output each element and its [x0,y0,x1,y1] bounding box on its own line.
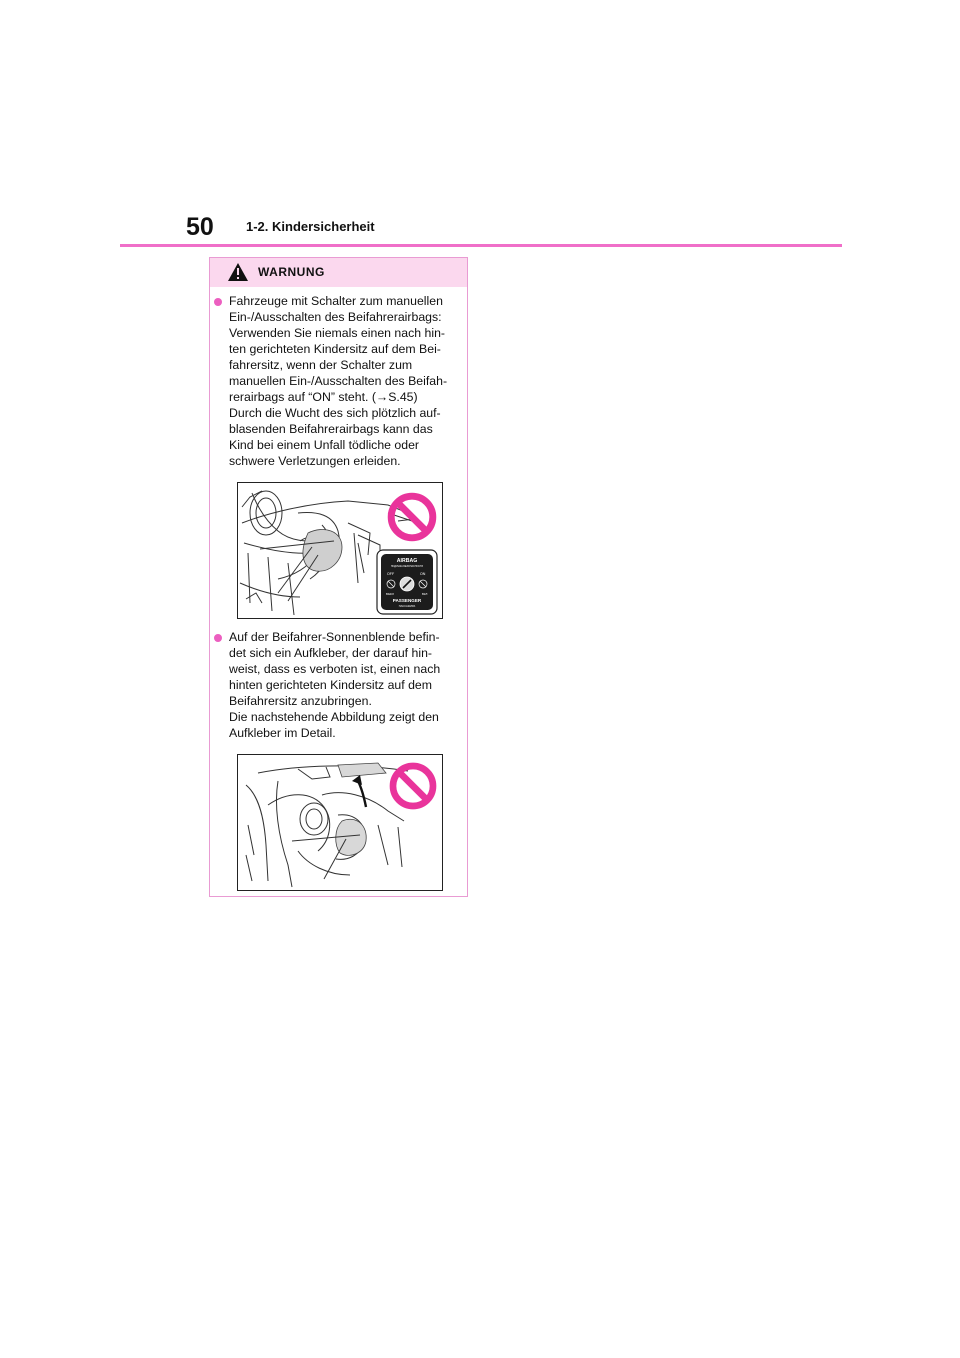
switch-label-passenger: PASSENGER [392,598,422,603]
airbag-switch-panel [376,549,438,615]
warning-header [210,258,467,287]
page-number: 50 [186,213,214,241]
prohibition-sign-icon [386,491,438,543]
switch-sublabel-bottom: ПАССАЖИРА [398,605,416,608]
bullet-icon [214,634,222,642]
warning-triangle-icon [227,262,249,282]
switch-sublabel-top: ПОДУШКА БЕЗОПАСНОСТИ [390,565,424,568]
header-rule [120,244,842,247]
switch-sublabel-off: ВЫКЛ [386,592,394,596]
warning-item-1-text: Fahrzeuge mit Schalter zum manuellen Ein-/Ausschalten des Beifahrerairbags: Verwenden Sie niemals einen nach hin- ten gerichteten Kindersitz auf dem Bei- fahrersitz, wenn der Schalter zum manuellen Ein-/Ausschalten des Beifah- rerairbags auf “ON” steht. (→S.45) Durch die Wucht des sich plötzlich auf- blasenden Beifahrerairbags kann das Kind bei einem Unfall tödliche oder schwere Verletzungen erleiden. [229,294,448,468]
warning-title: WARNUNG [258,265,325,279]
switch-label-on: ON [420,572,426,576]
warning-item-2-text: Auf der Beifahrer-Sonnenblende befin- det sich ein Aufkleber, der darauf hin- weist, dass es verboten ist, einen nach hinten gerichteten Kindersitz auf dem Beifahrersitz anzubringen. Die nachstehende Abbildung zeigt den Aufkleber im Detail. [229,630,441,740]
switch-sublabel-on: ВКЛ [422,592,428,596]
switch-label-airbag: AIRBAG [396,558,418,564]
figure-airbag-switch [237,482,443,619]
section-title: 1-2. Kindersicherheit [246,219,375,234]
bullet-icon [214,298,222,306]
switch-label-off: OFF [387,572,395,576]
warning-box [209,257,468,897]
figure-sun-visor-label [237,754,443,891]
prohibition-sign-icon [388,761,438,811]
